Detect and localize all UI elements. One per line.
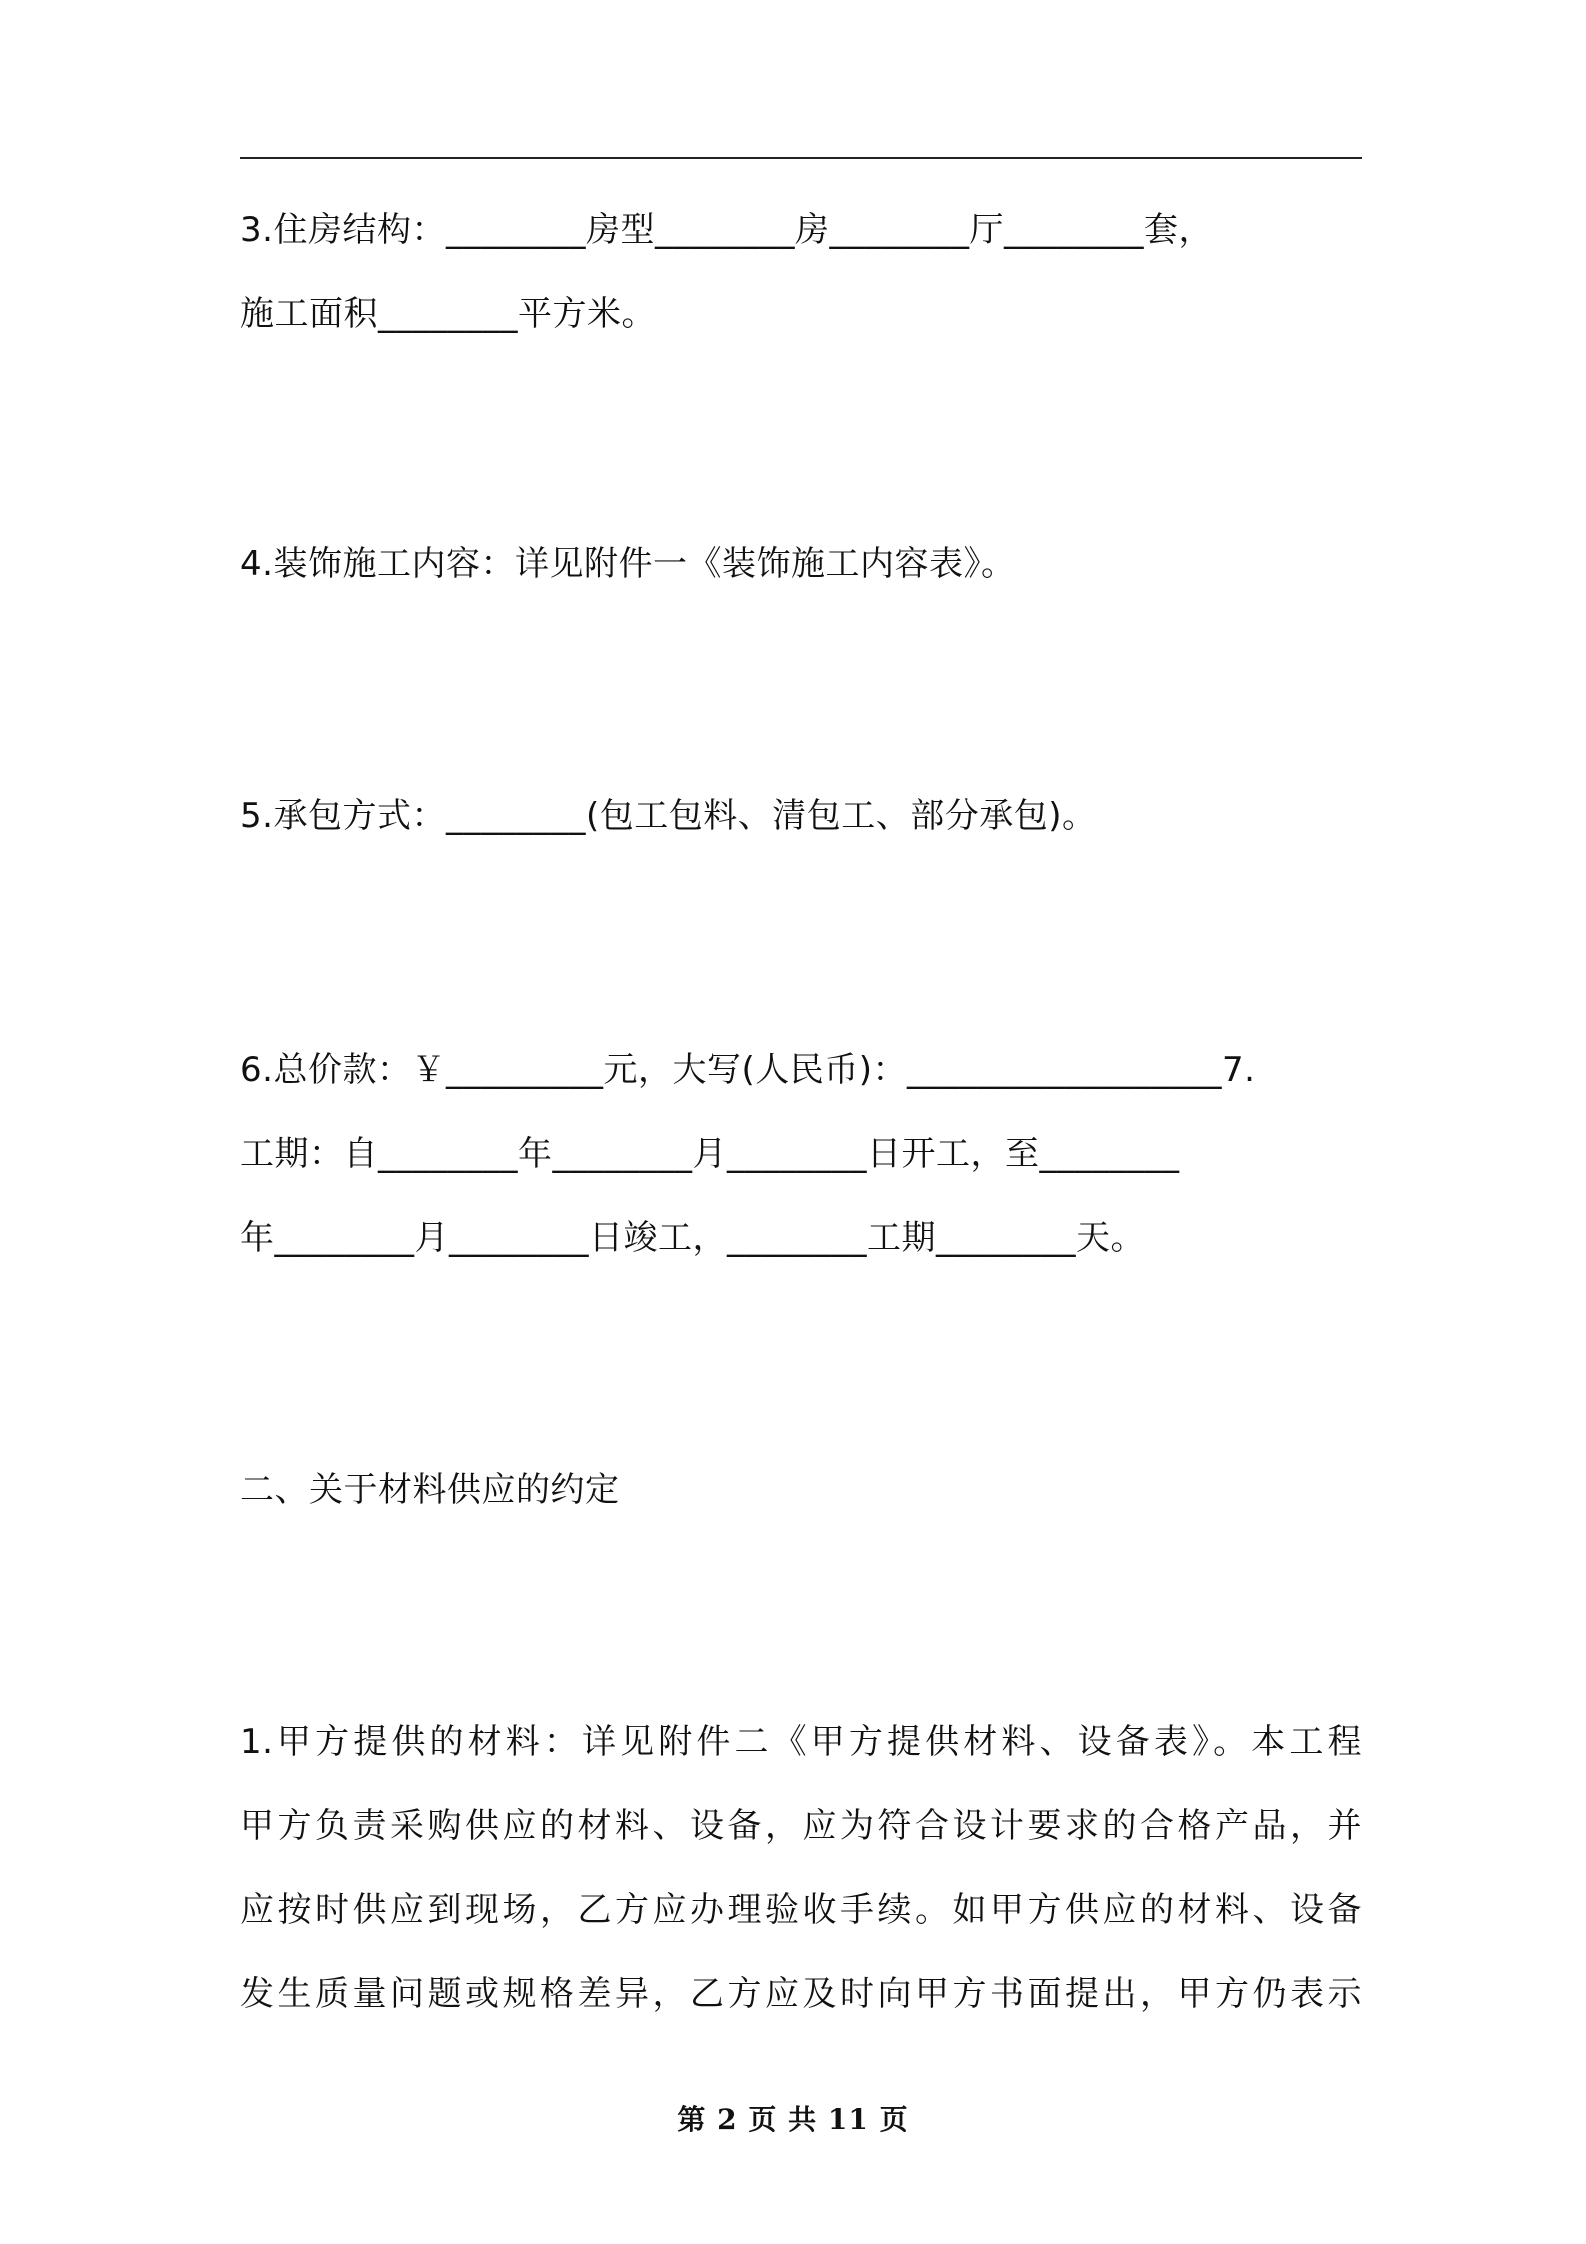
header-rule: [240, 157, 1362, 159]
section-2-item-1-line-3: 应按时供应到现场，乙方应办理验收手续。如甲方供应的材料、设备: [240, 1890, 1362, 1930]
section-2-title: 二、关于材料供应的约定: [240, 1470, 620, 1510]
section-2-item-1-line-1: 1.甲方提供的材料：详见附件二《甲方提供材料、设备表》。本工程: [240, 1722, 1362, 1762]
item-4-text: 4.装饰施工内容：详见附件一《装饰施工内容表》。: [240, 544, 1016, 584]
section-2-item-1-materials: [240, 1700, 1362, 2036]
item-6-line-1: 6.总价款：￥_________元，大写(人民币)：__________________7.: [240, 1050, 1256, 1090]
item-5-text: 5.承包方式：________(包工包料、清包工、部分承包)。: [240, 796, 1097, 836]
item-5-contract-method: [240, 774, 1362, 858]
section-2-item-1-line-2: 甲方负责采购供应的材料、设备，应为符合设计要求的合格产品，并: [240, 1806, 1362, 1846]
item-3-line-1: 3.住房结构：________房型________房________厅________套，: [240, 210, 1213, 250]
section-2-heading: [240, 1448, 1362, 1532]
item-4-decoration-content: [240, 522, 1362, 606]
page-number: 第 2 页 共 11 页: [677, 2103, 909, 2136]
item-6-7-price-and-schedule: [240, 1028, 1362, 1280]
item-7-line-2: 工期：自________年________月________日开工，至________: [240, 1134, 1180, 1174]
item-7-line-3: 年________月________日竣工，________工期________天。: [240, 1218, 1145, 1258]
item-3-line-2: 施工面积________平方米。: [240, 294, 656, 334]
item-3-housing-structure: [240, 188, 1362, 356]
section-2-item-1-line-4: 发生质量问题或规格差异，乙方应及时向甲方书面提出，甲方仍表示: [240, 1974, 1362, 2014]
page-footer: [0, 2098, 1586, 2138]
